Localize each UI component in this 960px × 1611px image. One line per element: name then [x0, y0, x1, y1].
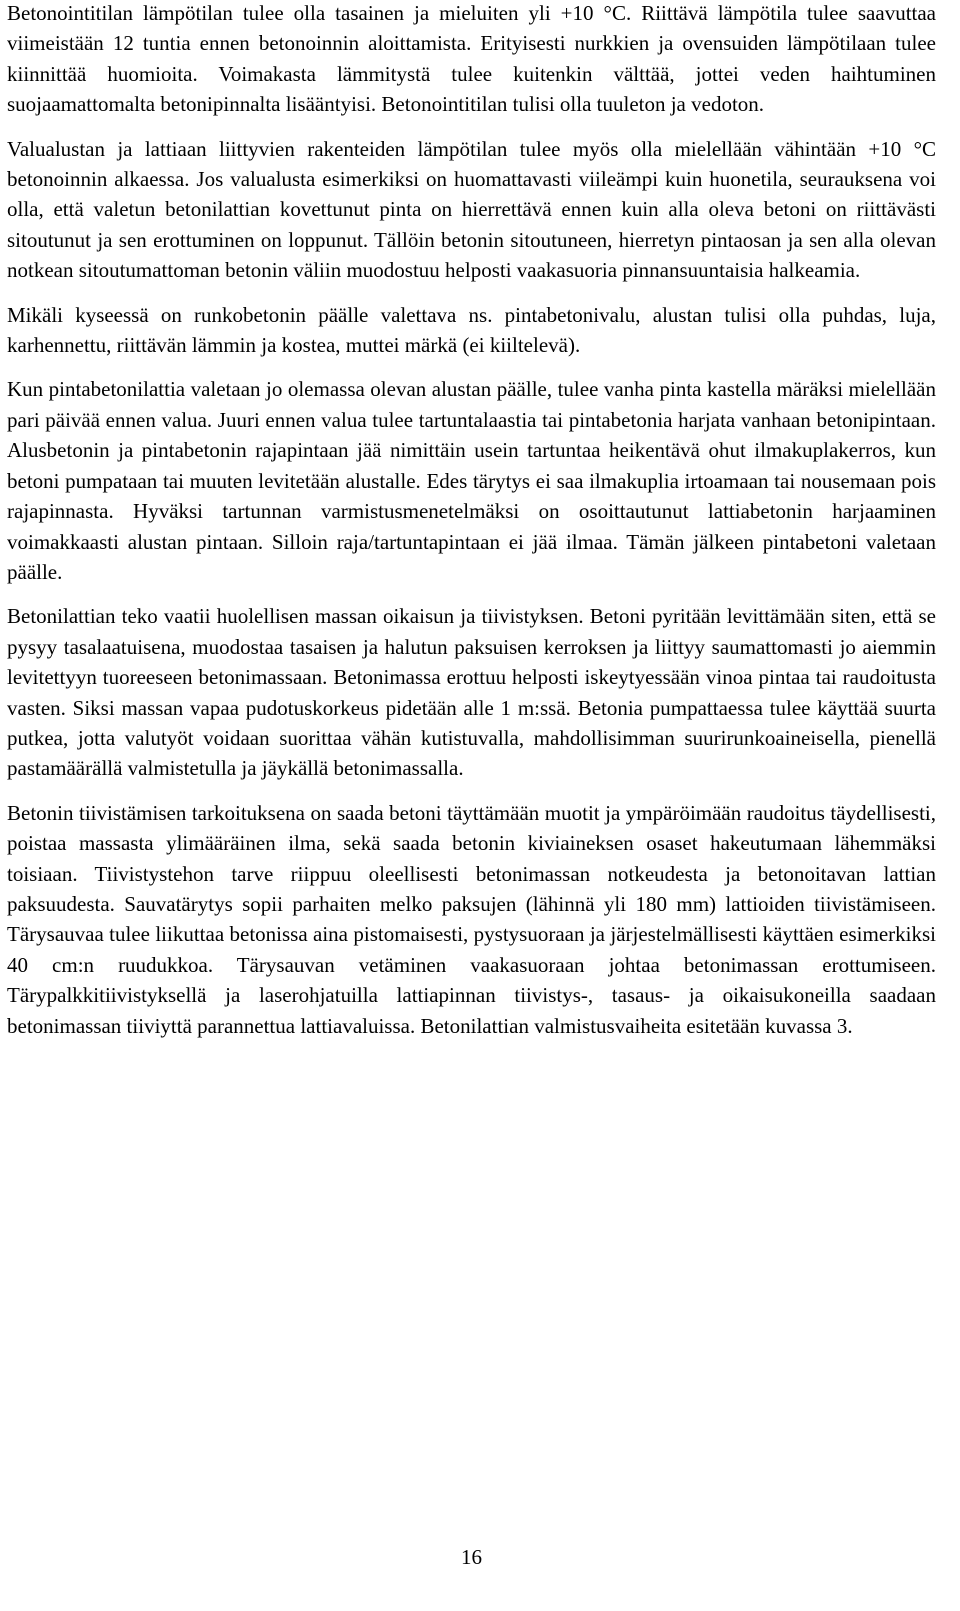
paragraph-heating: Betonointitilan lämpötilan tulee olla tasainen ja mieluiten yli +10 °C. Riittävä lämpötila tulee saavuttaa viimeistään 12 tuntia ennen betonoinnin aloittamista. Erityisesti nurkkien ja ovensuiden lämpötilaan tulee kiinnittää huomioita. Voimakasta lämmitystä tulee kuitenkin välttää, jottei veden haihtuminen suojaamattomalta betonipinnalta lisääntyisi. Betonointitilan tulisi olla tuuleton ja vedoton. — [7, 1, 936, 117]
paragraph-bonding: Kun pintabetonilattia valetaan jo olemassa olevan alustan päälle, tulee vanha pinta kastella märäksi mielellään pari päivää ennen valua. Juuri ennen valua tulee tartuntalaastia tai pintabetonia harjata vanhaan betonipintaan. Alusbetonin ja pintabetonin rajapintaan jää nimittäin usein tartuntaa heikentävä ohut ilmakuplakerros, kun betoni pumpataan tai muuten levitetään alustalle. Edes tärytys ei saa ilmakuplia irtoamaan tai nousemaan pois rajapinnasta. Hyväksi tartunnan varmistusmenetelmäksi on osoittautunut lattiabetonin harjaaminen voimakkaasti alustan pintaan. Silloin raja/tartuntapintaan ei jää ilmaa. Tämän jälkeen pintabetoni valetaan päälle. — [7, 377, 936, 584]
paragraph-placing: Betonilattian teko vaatii huolellisen massan oikaisun ja tiivistyksen. Betoni pyritään levittämään siten, että se pysyy tasalaatuisena, muodostaa tasaisen ja halutun paksuisen kerroksen ja liittyy saumattomasti jo aiemmin levitettyyn tuoreeseen betonimassaan. Betonimassa erottuu helposti iskeytyessään vinoa pintaa tai raudoitusta vasten. Siksi massan vapaa pudotuskorkeus pidetään alle 1 m:ssä. Betonia pumpattaessa tulee käyttää suurta putkea, jotta valutyöt voidaan suorittaa vähän kutistuvalla, mahdollisimman suurirunkoaineisella, pienellä pastamäärällä valmistetulla ja jäykällä betonimassalla. — [7, 604, 936, 781]
paragraph-compaction: Betonin tiivistämisen tarkoituksena on saada betoni täyttämään muotit ja ympäröimään raudoitus täydellisesti, poistaa massasta ylimääräinen ilma, sekä saada betonin kiviaineksen osaset hakeutumaan lähemmäksi toisiaan. Tiivistystehon tarve riippuu oleellisesti betonimassan notkeudesta ja betonoitavan lattian paksuudesta. Sauvatärytys sopii parhaiten melko paksujen (lähinnä yli 180 mm) lattioiden tiivistämiseen. Tärysauvaa tulee liikuttaa betonissa aina pistomaisesti, pystysuoraan ja järjestelmällisesti käyttäen esimerkiksi 40 cm:n ruudukkoa. Tärysauvan vetäminen vaakasuoraan johtaa betonimassan erottumiseen. Tärypalkkitiivistyksellä ja laserohjatuilla lattiapinnan tiivistys-, tasaus- ja oikaisukoneilla saadaan betonimassan tiiviyttä parannettua lattiavaluissa. Betonilattian valmistusvaiheita esitetään kuvassa 3. — [7, 800, 936, 1038]
paragraph-base-temperature: Valualustan ja lattiaan liittyvien rakenteiden lämpötilan tulee myös olla mielellään vähintään +10 °C betonoinnin alkaessa. Jos valualusta esimerkiksi on huomattavasti viileämpi kuin huonetila, seurauksena voi olla, että valetun betonilattian kovettunut pinta on hierrettävä ennen kuin alla oleva betoni on riittävästi sitoutunut ja sen erottuminen on loppunut. Tällöin betonin sitoutuneen, hierretyn pintaosan ja sen alla olevan notkean sitoutumattoman betonin väliin muodostuu helposti vaakasuoria pinnansuuntaisia halkeamia. — [7, 136, 936, 283]
page-number: 16 — [461, 1545, 482, 1569]
paragraph-topping-base: Mikäli kyseessä on runkobetonin päälle valettava ns. pintabetonivalu, alustan tulisi olla puhdas, luja, karhennettu, riittävän lämmin ja kostea, muttei märkä (ei kiiltelevä). — [7, 302, 936, 358]
document-page — [7, 0, 936, 1611]
